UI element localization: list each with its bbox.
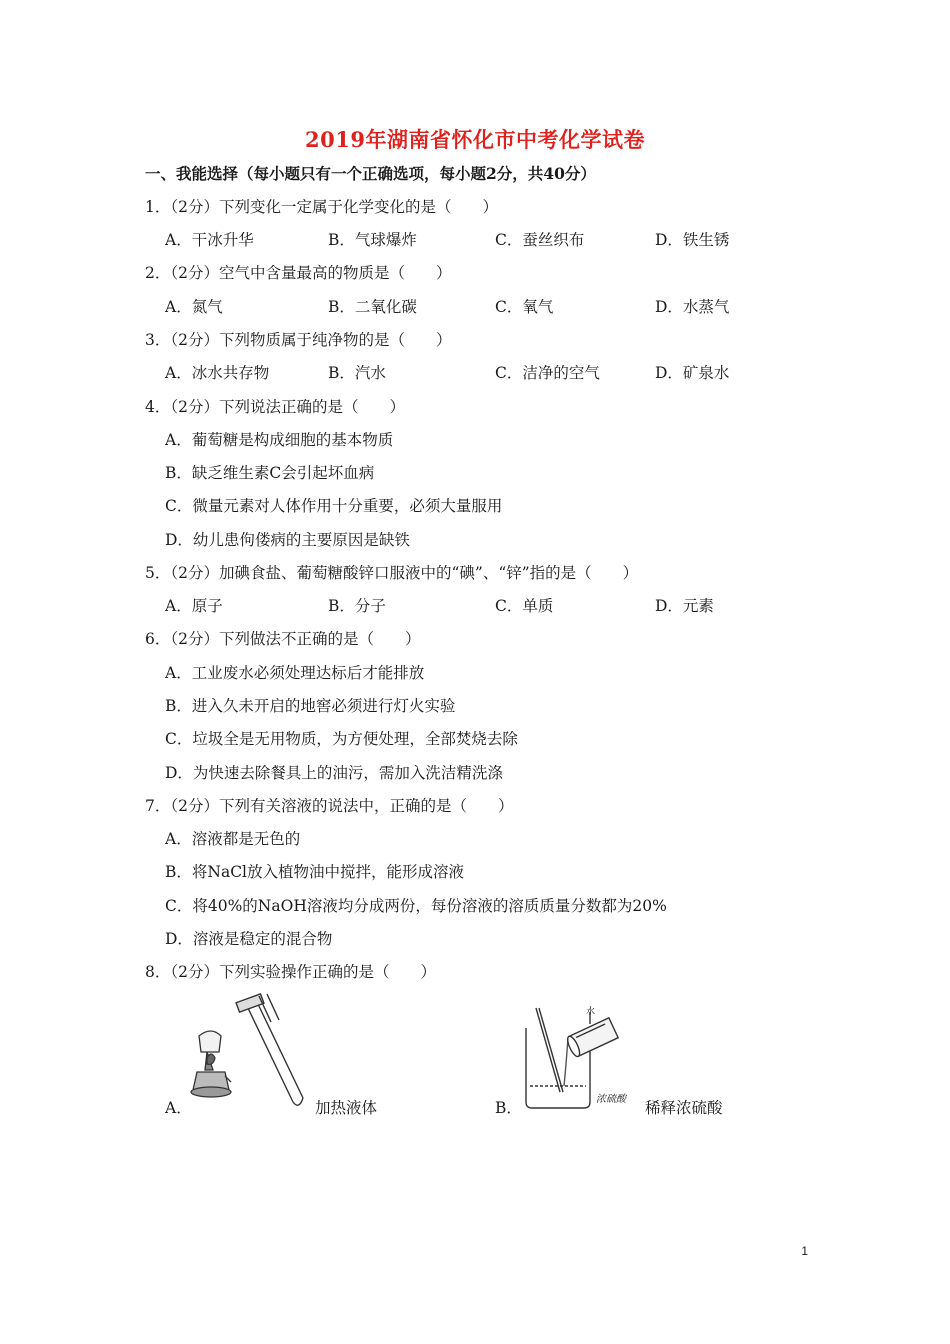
q1-option-c: C．蚕丝织布 <box>495 231 585 249</box>
question-5-stem: 5．（2分）加碘食盐、葡萄糖酸锌口服液中的“碘”、“锌”指的是（ ） <box>145 564 639 582</box>
q5-option-b: B．分子 <box>328 597 386 615</box>
q2-option-c: C．氧气 <box>495 298 554 316</box>
q1-option-b: B．气球爆炸 <box>328 231 417 249</box>
q8-option-b: B． <box>495 1099 522 1117</box>
heating-liquid-figure <box>185 992 310 1117</box>
q6-option-a: A．工业废水必须处理达标后才能排放 <box>165 664 425 682</box>
q6-option-b: B．进入久未开启的地窖必须进行灯火实验 <box>165 697 456 715</box>
q4-option-b: B．缺乏维生素C会引起坏血病 <box>165 464 375 482</box>
q7-option-b: B．将NaCl放入植物油中搅拌，能形成溶液 <box>165 863 465 881</box>
q4-option-d: D．幼儿患佝偻病的主要原因是缺铁 <box>165 531 410 549</box>
question-6-stem: 6．（2分）下列做法不正确的是（ ） <box>145 630 421 648</box>
q3-option-a: A．冰水共存物 <box>165 364 270 382</box>
q7-option-a: A．溶液都是无色的 <box>165 830 301 848</box>
q3-option-c: C．洁净的空气 <box>495 364 600 382</box>
q2-option-d: D．水蒸气 <box>655 298 730 316</box>
question-1-stem: 1．（2分）下列变化一定属于化学变化的是（ ） <box>145 198 498 216</box>
q8-option-a: A． <box>165 1099 192 1117</box>
q4-option-c: C．微量元素对人体作用十分重要，必须大量服用 <box>165 497 503 515</box>
page-title: 2019年湖南省怀化市中考化学试卷 <box>305 127 645 152</box>
q7-option-c: C．将40%的NaOH溶液均分成两份，每份溶液的溶质质量分数都为20% <box>165 897 667 915</box>
q4-option-a: A．葡萄糖是构成细胞的基本物质 <box>165 431 394 449</box>
q7-option-d: D．溶液是稳定的混合物 <box>165 930 333 948</box>
q1-option-d: D．铁生锈 <box>655 231 730 249</box>
q2-option-a: A．氮气 <box>165 298 223 316</box>
question-2-stem: 2．（2分）空气中含量最高的物质是（ ） <box>145 264 452 282</box>
question-8-stem: 8．（2分）下列实验操作正确的是（ ） <box>145 963 436 981</box>
q5-option-a: A．原子 <box>165 597 223 615</box>
page-number: 1 <box>801 1244 808 1258</box>
question-3-stem: 3．（2分）下列物质属于纯净物的是（ ） <box>145 331 452 349</box>
q3-option-b: B．汽水 <box>328 364 386 382</box>
dilute-acid-figure <box>520 1006 645 1114</box>
section-heading: 一、我能选择（每小题只有一个正确选项，每小题2分，共40分） <box>145 164 596 183</box>
q6-option-c: C．垃圾全是无用物质，为方便处理，全部焚烧去除 <box>165 730 518 748</box>
q8-caption-b: 稀释浓硫酸 <box>645 1099 723 1117</box>
q2-option-b: B．二氧化碳 <box>328 298 417 316</box>
q5-option-d: D．元素 <box>655 597 714 615</box>
q5-option-c: C．单质 <box>495 597 554 615</box>
q3-option-d: D．矿泉水 <box>655 364 730 382</box>
question-4-stem: 4．（2分）下列说法正确的是（ ） <box>145 398 405 416</box>
q6-option-d: D．为快速去除餐具上的油污，需加入洗洁精洗涤 <box>165 764 503 782</box>
water-label: 水 <box>586 1007 596 1017</box>
acid-label: 浓硫酸 <box>596 1094 626 1105</box>
q1-option-a: A．干冰升华 <box>165 231 254 249</box>
question-7-stem: 7．（2分）下列有关溶液的说法中，正确的是（ ） <box>145 797 514 815</box>
q8-caption-a: 加热液体 <box>315 1099 378 1117</box>
